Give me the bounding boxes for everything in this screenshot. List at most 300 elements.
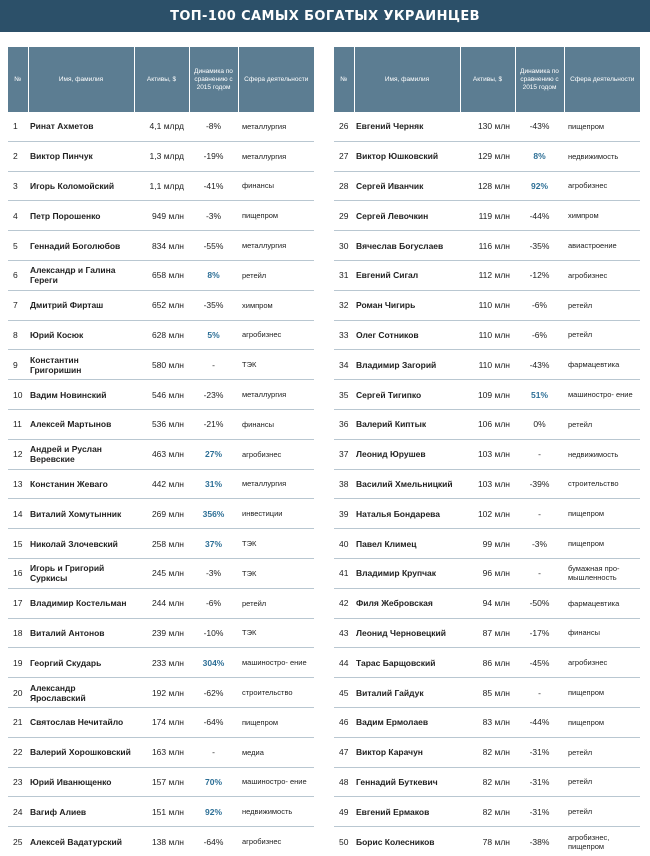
table-row: [334, 171, 640, 201]
sector-value: агробизнес: [564, 260, 640, 290]
person-name: Петр Порошенко: [28, 201, 134, 231]
dynamics-value: 51%: [515, 380, 564, 410]
dynamics-value: -6%: [189, 588, 238, 618]
assets-value: 116 млн: [460, 231, 515, 261]
rank-number: 30: [334, 231, 354, 261]
sector-value: недвижимость: [564, 141, 640, 171]
rank-number: 43: [334, 618, 354, 648]
person-name: Виталий Антонов: [28, 618, 134, 648]
person-name: Игорь Коломойский: [28, 171, 134, 201]
sector-value: ретейл: [564, 737, 640, 767]
rank-number: 14: [8, 499, 28, 529]
person-name: Евгений Ермаков: [354, 797, 460, 827]
person-name: Валерий Киптык: [354, 409, 460, 439]
dynamics-value: -3%: [189, 558, 238, 588]
sector-value: ретейл: [564, 320, 640, 350]
assets-value: 233 млн: [134, 648, 189, 678]
sector-value: ТЭК: [238, 558, 314, 588]
sector-value: агробизнес: [564, 171, 640, 201]
person-name: Филя Жебровская: [354, 588, 460, 618]
table-row: [8, 380, 314, 410]
person-name: Валерий Хорошковский: [28, 737, 134, 767]
sector-value: финансы: [564, 618, 640, 648]
sector-value: ретейл: [564, 797, 640, 827]
sector-value: металлургия: [238, 141, 314, 171]
sector-value: фармацевтика: [564, 350, 640, 380]
assets-value: 128 млн: [460, 171, 515, 201]
assets-value: 96 млн: [460, 558, 515, 588]
rank-number: 32: [334, 290, 354, 320]
assets-value: 1,1 млрд: [134, 171, 189, 201]
person-name: Евгений Сигал: [354, 260, 460, 290]
sector-value: металлургия: [238, 469, 314, 499]
table-row: [8, 231, 314, 261]
sector-value: агробизнес, пищепром: [568, 832, 610, 851]
assets-value: 163 млн: [134, 737, 189, 767]
person-name: Вячеслав Богуслаев: [354, 231, 460, 261]
assets-value: 269 млн: [134, 499, 189, 529]
assets-value: 82 млн: [460, 767, 515, 797]
rank-number: 42: [334, 588, 354, 618]
table-row: [8, 141, 314, 171]
person-name: Геннадий Боголюбов: [28, 231, 134, 261]
header-name: Имя, фамилия: [28, 47, 134, 112]
person-name: Сергей Иванчик: [354, 171, 460, 201]
dynamics-value: -31%: [515, 797, 564, 827]
rank-number: 20: [8, 678, 28, 708]
rank-number: 11: [8, 409, 28, 439]
sector-value: машиностро- ение: [564, 380, 640, 410]
person-name: Андрей и Руслан Веревские: [28, 439, 134, 469]
assets-value: 239 млн: [134, 618, 189, 648]
person-name: Сергей Левочкин: [354, 201, 460, 231]
header-assets: Активы, $: [460, 47, 515, 112]
rank-number: 36: [334, 409, 354, 439]
table-row: [334, 439, 640, 469]
sector-value: агробизнес: [238, 320, 314, 350]
sector-value: медиа: [238, 737, 314, 767]
table-row: [8, 797, 314, 827]
rank-number: 45: [334, 678, 354, 708]
table-row: [334, 469, 640, 499]
table-row: [334, 827, 640, 856]
dynamics-value: 92%: [189, 797, 238, 827]
table-row: [8, 767, 314, 797]
assets-value: 110 млн: [460, 320, 515, 350]
table-row: [8, 827, 314, 856]
sector-value: строительство: [238, 678, 314, 708]
person-name: Тарас Барщовский: [354, 648, 460, 678]
rank-number: 12: [8, 439, 28, 469]
assets-value: 78 млн: [482, 836, 510, 847]
dynamics-value: 5%: [189, 320, 238, 350]
rank-number: 48: [334, 767, 354, 797]
dynamics-value: -: [189, 350, 238, 380]
table-row: [8, 260, 314, 290]
sector-value: пищепром: [238, 707, 314, 737]
header-num: №: [8, 47, 28, 112]
rank-number: 19: [8, 648, 28, 678]
rank-number: 18: [8, 618, 28, 648]
rank-number: 23: [8, 767, 28, 797]
table-row: [334, 141, 640, 171]
person-name: Юрий Иванющенко: [28, 767, 134, 797]
dynamics-value: -: [515, 439, 564, 469]
assets-value: 109 млн: [460, 380, 515, 410]
assets-value: 442 млн: [134, 469, 189, 499]
assets-value: 85 млн: [460, 678, 515, 708]
person-name: Вагиф Алиев: [28, 797, 134, 827]
rank-number: 6: [8, 260, 28, 290]
table-row: [8, 350, 314, 380]
sector-value: фармацевтика: [564, 588, 640, 618]
person-name: Константин Григоришин: [28, 350, 134, 380]
dynamics-value: 37%: [189, 529, 238, 559]
table-header-row: [334, 47, 640, 112]
rank-number: 50: [339, 836, 349, 847]
rank-number: 1: [8, 112, 28, 141]
sector-value: ТЭК: [238, 529, 314, 559]
table-row: [334, 201, 640, 231]
sector-value: металлургия: [238, 112, 314, 141]
dynamics-value: -17%: [515, 618, 564, 648]
sector-value: химпром: [564, 201, 640, 231]
person-name: Роман Чигирь: [354, 290, 460, 320]
person-name: Юрий Косюк: [28, 320, 134, 350]
person-name: Игорь и Григорий Суркисы: [28, 558, 134, 588]
page-title: ТОП-100 САМЫХ БОГАТЫХ УКРАИНЦЕВ: [170, 8, 480, 24]
rank-number: 3: [8, 171, 28, 201]
dynamics-value: -3%: [515, 529, 564, 559]
dynamics-value: 31%: [189, 469, 238, 499]
dynamics-value: 92%: [515, 171, 564, 201]
person-name: Святослав Нечитайло: [28, 707, 134, 737]
table-row: [8, 320, 314, 350]
sector-value: ретейл: [564, 767, 640, 797]
dynamics-value: 8%: [189, 260, 238, 290]
sector-value: финансы: [238, 409, 314, 439]
header-sector: Сфера деятельности: [238, 47, 314, 112]
dynamics-value: -: [515, 678, 564, 708]
rank-number: 5: [8, 231, 28, 261]
header-name: Имя, фамилия: [354, 47, 460, 112]
header-sector: Сфера деятельности: [564, 47, 640, 112]
table-row: [334, 558, 640, 588]
assets-value: 87 млн: [460, 618, 515, 648]
dynamics-value: -12%: [515, 260, 564, 290]
rank-number: 27: [334, 141, 354, 171]
assets-value: 82 млн: [460, 797, 515, 827]
table-row: [334, 648, 640, 678]
sector-value: ретейл: [238, 260, 314, 290]
header-dynamics: Динамика по сравнению с 2015 годом: [515, 47, 564, 112]
sector-value: агробизнес: [242, 837, 282, 847]
rank-number: 29: [334, 201, 354, 231]
table-row: [8, 678, 314, 708]
ranking-table-left: [8, 47, 314, 856]
assets-value: 4,1 млрд: [134, 112, 189, 141]
dynamics-value: -8%: [189, 112, 238, 141]
rank-number: 47: [334, 737, 354, 767]
sector-value: пищепром: [564, 112, 640, 141]
rank-number: 8: [8, 320, 28, 350]
person-name: Владимир Крупчак: [354, 558, 460, 588]
person-name: Леонид Черновецкий: [354, 618, 460, 648]
rank-number: 46: [334, 707, 354, 737]
rank-number: 15: [8, 529, 28, 559]
assets-value: 192 млн: [134, 678, 189, 708]
assets-value: 258 млн: [134, 529, 189, 559]
dynamics-value: -6%: [515, 290, 564, 320]
sector-value: ТЭК: [238, 618, 314, 648]
dynamics-value: -35%: [515, 231, 564, 261]
sector-value: ретейл: [564, 290, 640, 320]
assets-value: 129 млн: [460, 141, 515, 171]
assets-value: 151 млн: [134, 797, 189, 827]
assets-value: 834 млн: [134, 231, 189, 261]
table-row: [334, 737, 640, 767]
table-row: [334, 767, 640, 797]
dynamics-value: -39%: [515, 469, 564, 499]
table-row: [8, 618, 314, 648]
dynamics-value: -31%: [515, 767, 564, 797]
sector-value: пищепром: [238, 201, 314, 231]
dynamics-value: 0%: [515, 409, 564, 439]
assets-value: 119 млн: [460, 201, 515, 231]
person-name: Виктор Карачун: [354, 737, 460, 767]
person-name: Павел Климец: [354, 529, 460, 559]
table-row: [8, 499, 314, 529]
dynamics-value: -23%: [189, 380, 238, 410]
rank-number: 35: [334, 380, 354, 410]
table-row: [8, 290, 314, 320]
dynamics-value: -44%: [515, 707, 564, 737]
rank-number: 41: [334, 558, 354, 588]
dynamics-value: -64%: [189, 707, 238, 737]
sector-value: строительство: [564, 469, 640, 499]
assets-value: 658 млн: [134, 260, 189, 290]
sector-value: ретейл: [238, 588, 314, 618]
rank-number: 49: [334, 797, 354, 827]
dynamics-value: -64%: [203, 836, 224, 847]
person-name: Алексей Вадатурский: [30, 836, 122, 847]
assets-value: 112 млн: [460, 260, 515, 290]
assets-value: 103 млн: [460, 439, 515, 469]
table-row: [334, 618, 640, 648]
rank-number: 33: [334, 320, 354, 350]
assets-value: 83 млн: [460, 707, 515, 737]
table-row: [334, 380, 640, 410]
dynamics-value: -19%: [189, 141, 238, 171]
dynamics-value: -10%: [189, 618, 238, 648]
rank-number: 10: [8, 380, 28, 410]
table-row: [334, 588, 640, 618]
table-row: [334, 707, 640, 737]
sector-value: ТЭК: [238, 350, 314, 380]
sector-value: машиностро- ение: [238, 767, 314, 797]
person-name: Николай Злочевский: [28, 529, 134, 559]
rank-number: 25: [13, 836, 23, 847]
sector-value: металлургия: [238, 231, 314, 261]
table-row: [8, 529, 314, 559]
assets-value: 110 млн: [460, 290, 515, 320]
table-body-left: [8, 112, 314, 856]
table-row: [8, 558, 314, 588]
person-name: Владимир Костельман: [28, 588, 134, 618]
rank-number: 22: [8, 737, 28, 767]
sector-value: недвижимость: [564, 439, 640, 469]
rank-number: 34: [334, 350, 354, 380]
dynamics-value: 304%: [189, 648, 238, 678]
person-name: Виталий Гайдук: [354, 678, 460, 708]
dynamics-value: -44%: [515, 201, 564, 231]
dynamics-value: -43%: [515, 112, 564, 141]
assets-value: 174 млн: [134, 707, 189, 737]
rank-number: 9: [8, 350, 28, 380]
sector-value: агробизнес: [238, 439, 314, 469]
sector-value: ретейл: [564, 409, 640, 439]
assets-value: 110 млн: [460, 350, 515, 380]
rank-number: 44: [334, 648, 354, 678]
table-row: [334, 409, 640, 439]
assets-value: 536 млн: [134, 409, 189, 439]
person-name: Борис Колесников: [356, 836, 435, 847]
dynamics-value: -50%: [515, 588, 564, 618]
rank-number: 13: [8, 469, 28, 499]
person-name: Дмитрий Фирташ: [28, 290, 134, 320]
rank-number: 37: [334, 439, 354, 469]
sector-value: авиастроение: [564, 231, 640, 261]
person-name: Алексей Мартынов: [28, 409, 134, 439]
table-row: [8, 588, 314, 618]
person-name: Наталья Бондарева: [354, 499, 460, 529]
assets-value: 244 млн: [134, 588, 189, 618]
table-body-right: [334, 112, 640, 856]
table-row: [8, 737, 314, 767]
header-num: №: [334, 47, 354, 112]
rank-number: 4: [8, 201, 28, 231]
table-row: [334, 320, 640, 350]
rank-number: 40: [334, 529, 354, 559]
dynamics-value: -41%: [189, 171, 238, 201]
dynamics-value: -62%: [189, 678, 238, 708]
assets-value: 130 млн: [460, 112, 515, 141]
sector-value: химпром: [238, 290, 314, 320]
rank-number: 31: [334, 260, 354, 290]
table-row: [334, 797, 640, 827]
dynamics-value: 27%: [189, 439, 238, 469]
table-row: [8, 112, 314, 141]
table-row: [334, 499, 640, 529]
dynamics-value: 70%: [189, 767, 238, 797]
rank-number: 7: [8, 290, 28, 320]
dynamics-value: -6%: [515, 320, 564, 350]
sector-value: недвижимость: [238, 797, 314, 827]
person-name: Леонид Юрушев: [354, 439, 460, 469]
person-name: Виталий Хомутынник: [28, 499, 134, 529]
dynamics-value: -21%: [189, 409, 238, 439]
assets-value: 245 млн: [134, 558, 189, 588]
table-row: [8, 409, 314, 439]
assets-value: 86 млн: [460, 648, 515, 678]
assets-value: 463 млн: [134, 439, 189, 469]
dynamics-value: -35%: [189, 290, 238, 320]
person-name: Констанин Жеваго: [28, 469, 134, 499]
table-row: [334, 290, 640, 320]
person-name: Олег Сотников: [354, 320, 460, 350]
dynamics-value: -43%: [515, 350, 564, 380]
assets-value: 157 млн: [134, 767, 189, 797]
person-name: Александр Ярославский: [28, 678, 134, 708]
sector-value: пищепром: [564, 707, 640, 737]
person-name: Ринат Ахметов: [28, 112, 134, 141]
sector-value: агробизнес: [564, 648, 640, 678]
sector-value: пищепром: [564, 529, 640, 559]
header-dynamics: Динамика по сравнению с 2015 годом: [189, 47, 238, 112]
header-assets: Активы, $: [134, 47, 189, 112]
assets-value: 546 млн: [134, 380, 189, 410]
sector-value: металлургия: [238, 380, 314, 410]
assets-value: 628 млн: [134, 320, 189, 350]
dynamics-value: 8%: [515, 141, 564, 171]
person-name: Вадим Ермолаев: [354, 707, 460, 737]
sector-value: инвестиции: [238, 499, 314, 529]
dynamics-value: -: [515, 499, 564, 529]
table-row: [8, 439, 314, 469]
table-header-row: [8, 47, 314, 112]
person-name: Александр и Галина Гереги: [28, 260, 134, 290]
person-name: Сергей Тигипко: [354, 380, 460, 410]
assets-value: 1,3 млрд: [134, 141, 189, 171]
assets-value: 94 млн: [460, 588, 515, 618]
person-name: Владимир Загорий: [354, 350, 460, 380]
assets-value: 138 млн: [151, 836, 184, 847]
person-name: Виктор Юшковский: [354, 141, 460, 171]
rank-number: 28: [334, 171, 354, 201]
assets-value: 580 млн: [134, 350, 189, 380]
sector-value: пищепром: [564, 499, 640, 529]
table-row: [334, 678, 640, 708]
dynamics-value: 356%: [189, 499, 238, 529]
assets-value: 949 млн: [134, 201, 189, 231]
rank-number: 26: [334, 112, 354, 141]
rank-number: 16: [8, 558, 28, 588]
sector-value: финансы: [238, 171, 314, 201]
sector-value: машиностро- ение: [238, 648, 314, 678]
person-name: Василий Хмельницкий: [354, 469, 460, 499]
table-row: [8, 469, 314, 499]
person-name: Вадим Новинский: [28, 380, 134, 410]
dynamics-value: -: [515, 558, 564, 588]
assets-value: 102 млн: [460, 499, 515, 529]
dynamics-value: -38%: [529, 836, 550, 847]
rank-number: 38: [334, 469, 354, 499]
dynamics-value: -31%: [515, 737, 564, 767]
rank-number: 39: [334, 499, 354, 529]
assets-value: 99 млн: [460, 529, 515, 559]
page-title-banner: [0, 0, 650, 32]
table-row: [8, 201, 314, 231]
sector-value: бумажная про- мышленность: [564, 558, 640, 588]
rank-number: 24: [8, 797, 28, 827]
table-row: [334, 350, 640, 380]
rank-number: 21: [8, 707, 28, 737]
ranking-table-right: [334, 47, 640, 856]
assets-value: 103 млн: [460, 469, 515, 499]
table-row: [334, 260, 640, 290]
sector-value: пищепром: [564, 678, 640, 708]
dynamics-value: -55%: [189, 231, 238, 261]
